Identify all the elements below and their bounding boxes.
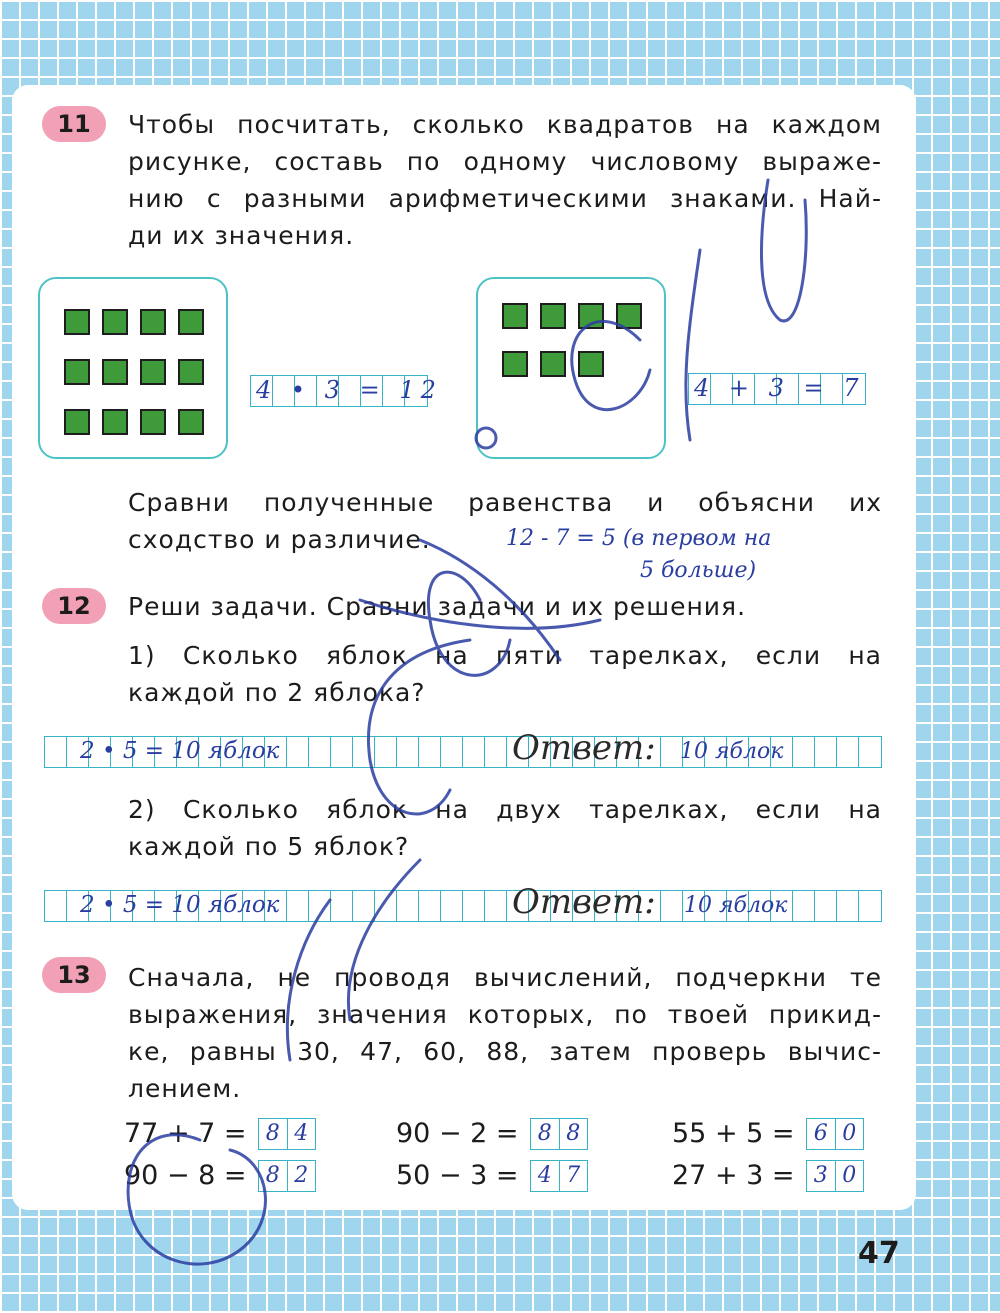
handwritten-compare-answer: 12 - 7 = 5 (в первом на — [506, 526, 772, 551]
green-square — [102, 359, 128, 385]
task-text-line: 2) Сколько яблок на двух тарелках, если на — [128, 795, 882, 824]
answer-digit: 8 — [259, 1161, 288, 1191]
answer-digit: 7 — [566, 1163, 581, 1188]
green-square — [578, 303, 604, 329]
green-square — [502, 351, 528, 377]
answer-box[interactable] — [806, 1118, 864, 1150]
green-square — [102, 309, 128, 335]
expression: 55 + 5 = — [672, 1118, 795, 1149]
page-number: 47 — [858, 1236, 900, 1271]
answer-digit: 8 — [531, 1119, 560, 1149]
answer-digit: 8 — [259, 1119, 288, 1149]
green-square — [178, 359, 204, 385]
task-number-badge: 11 — [42, 106, 106, 142]
green-square — [64, 359, 90, 385]
handwritten-solution-1: 2 • 5 = 10 яблок — [80, 738, 280, 764]
task-text-line: каждой по 2 яблока? — [128, 678, 426, 707]
task-text-line: ди их значения. — [128, 221, 355, 250]
answer-digit: 0 — [842, 1163, 857, 1188]
expression: 27 + 3 = — [672, 1160, 795, 1191]
expression: 90 − 2 = — [396, 1118, 519, 1149]
task-text-line: Реши задачи. Сравни задачи и их решения. — [128, 592, 747, 621]
handwritten-answer: 10 яблок — [680, 739, 784, 764]
green-square — [540, 303, 566, 329]
answer-box[interactable] — [530, 1118, 588, 1150]
answer-box[interactable] — [258, 1118, 316, 1150]
green-square — [540, 351, 566, 377]
task-text-line: ке, равны 30, 47, 60, 88, затем проверь вычис- — [128, 1037, 882, 1066]
task-number-badge: 13 — [42, 957, 106, 993]
task-text-line: Сравни полученные равенства и объясни их — [128, 488, 882, 517]
answer-label: Ответ: — [512, 882, 656, 922]
handwritten-solution-2: 2 • 5 = 10 яблок — [80, 892, 280, 918]
task-text-line: Сначала, не проводя вычислений, подчеркни те — [128, 963, 882, 992]
squares-figure-2 — [476, 277, 666, 459]
green-square — [502, 303, 528, 329]
handwritten-answer-2: 4 + 3 = 7 — [694, 374, 865, 402]
squares-figure-1 — [38, 277, 228, 459]
task-text-line: нию с разными арифметическими знаками. Най- — [128, 184, 882, 213]
green-square — [178, 409, 204, 435]
handwritten-answer: 10 яблок — [684, 893, 788, 918]
green-square — [140, 309, 166, 335]
answer-digit: 3 — [807, 1161, 836, 1191]
green-square — [64, 409, 90, 435]
task-text-line: Чтобы посчитать, сколько квадратов на каждом — [128, 110, 882, 139]
green-square — [102, 409, 128, 435]
expression: 90 − 8 = — [124, 1160, 247, 1191]
task-text-line: выражения, значения которых, по твоей прикид- — [128, 1000, 882, 1029]
green-square — [616, 303, 642, 329]
task-text-line: 1) Сколько яблок на пяти тарелках, если на — [128, 641, 882, 670]
expression: 77 + 7 = — [124, 1118, 247, 1149]
answer-box[interactable] — [258, 1160, 316, 1192]
task-text-line: каждой по 5 яблок? — [128, 832, 410, 861]
green-square — [140, 359, 166, 385]
answer-digit: 4 — [294, 1121, 309, 1146]
green-square — [178, 309, 204, 335]
green-square — [578, 351, 604, 377]
task-text-line: сходство и различие. — [128, 525, 431, 554]
answer-digit: 0 — [842, 1121, 857, 1146]
answer-box[interactable] — [806, 1160, 864, 1192]
answer-digit: 6 — [807, 1119, 836, 1149]
task-text-line: рисунке, составь по одному числовому выраже- — [128, 147, 882, 176]
expression: 50 − 3 = — [396, 1160, 519, 1191]
answer-digit: 4 — [531, 1161, 560, 1191]
green-square — [64, 309, 90, 335]
answer-label: Ответ: — [512, 728, 656, 768]
handwritten-answer-1: 4 • 3 = 12 — [256, 376, 442, 404]
handwritten-compare-answer: 5 больше) — [640, 558, 757, 583]
answer-box[interactable] — [530, 1160, 588, 1192]
answer-digit: 8 — [566, 1121, 581, 1146]
task-number-badge: 12 — [42, 588, 106, 624]
green-square — [140, 409, 166, 435]
answer-digit: 2 — [294, 1163, 309, 1188]
task-text-line: лением. — [128, 1074, 242, 1103]
